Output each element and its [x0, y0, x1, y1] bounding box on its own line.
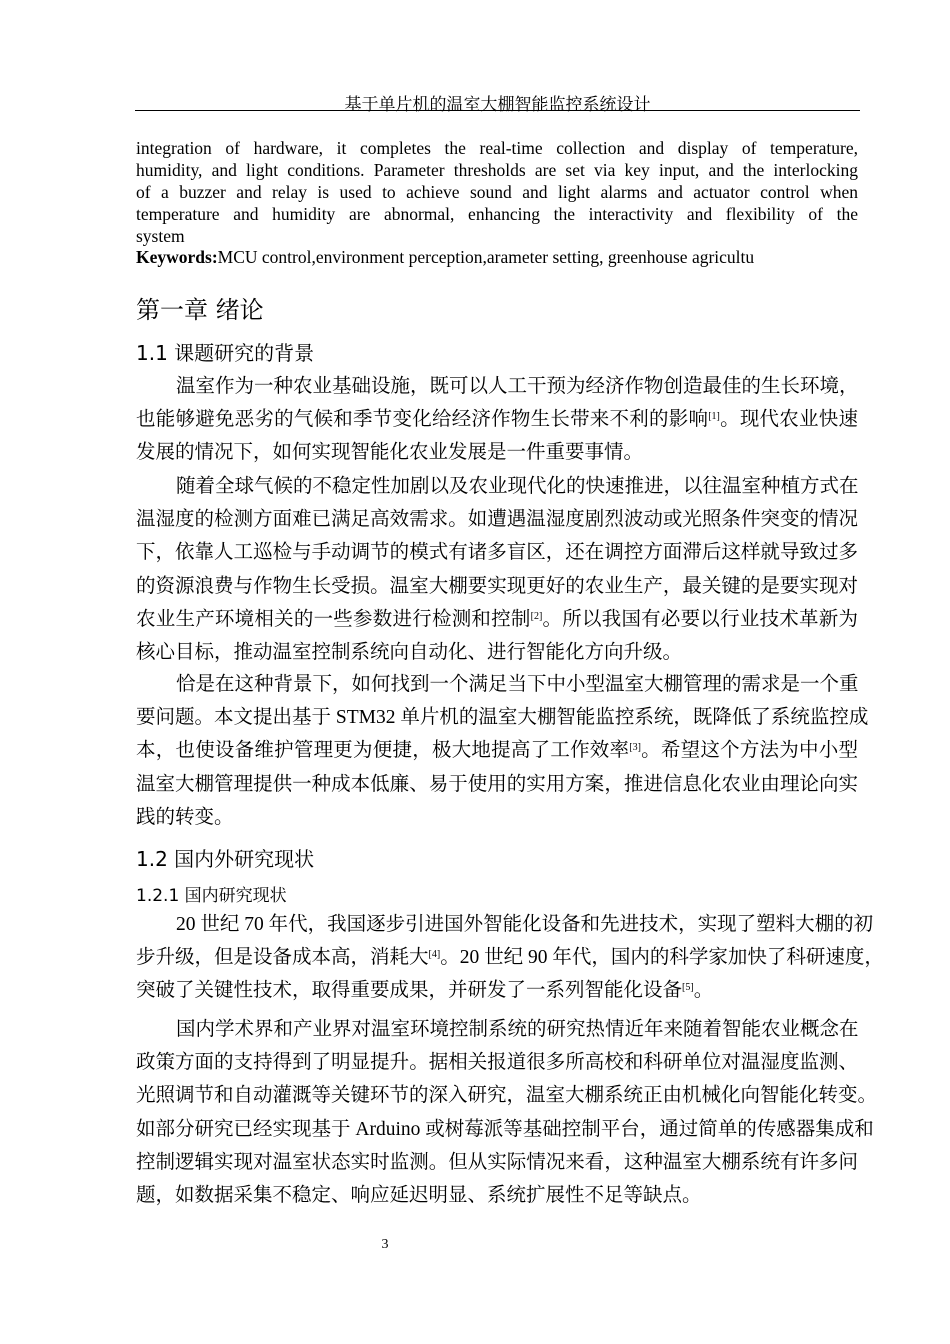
paragraph-line: 国内学术界和产业界对温室环境控制系统的研究热情近年来随着智能农业概念在	[176, 1019, 859, 1040]
keywords	[136, 247, 754, 268]
paragraph-line: 题，如数据采集不稳定、响应延迟明显、系统扩展性不足等缺点。	[136, 1184, 702, 1206]
paragraph	[136, 1013, 878, 1212]
citation-ref: [5]	[682, 982, 694, 994]
paragraph-line: 的资源浪费与作物生长受损。温室大棚要实现更好的农业生产，最关键的是要实现对	[136, 575, 858, 597]
abstract-line: of a buzzer and relay is used to achieve sound and light alarms and actuator control when	[136, 182, 858, 202]
paragraph-line: 践的转变。	[136, 806, 234, 828]
paragraph-line: 农业生产环境相关的一些参数进行检测和控制[2]。所以我国有必要以行业技术革新为	[136, 608, 858, 630]
paragraph-line: 控制逻辑实现对温室状态实时监测。但从实际情况来看，这种温室大棚系统有许多问	[136, 1151, 858, 1173]
citation-ref: [2]	[530, 610, 543, 622]
paragraph-line: 随着全球气候的不稳定性加剧以及农业现代化的快速推进，以往温室种植方式在	[176, 476, 859, 497]
header-rule	[135, 110, 860, 111]
paragraph-line: 光照调节和自动灌溉等关键环节的深入研究，温室大棚系统正由机械化向智能化转变。	[136, 1085, 878, 1107]
paragraph	[136, 470, 858, 669]
subsection-title-1-2-1: 1.2.1 国内研究现状	[136, 886, 287, 906]
abstract-line: humidity, and light conditions. Parameter thresholds are set via key input, and the interlocking	[136, 160, 858, 180]
abstract-english	[136, 137, 858, 247]
paragraph-line: 政策方面的支持得到了明显提升。据相关报道很多所高校和科研单位对温湿度监测、	[136, 1052, 858, 1074]
paragraph	[136, 370, 858, 470]
paragraph-line: 温室作为一种农业基础设施，既可以人工干预为经济作物创造最佳的生长环境，	[176, 376, 859, 397]
abstract-line: system	[136, 226, 185, 246]
citation-ref: [4]	[428, 949, 441, 961]
keywords-text: MCU control,environment perception,arameter setting, greenhouse agricultu	[217, 247, 755, 267]
paragraph-line: 发展的情况下，如何实现智能化农业发展是一件重要事情。	[136, 442, 644, 464]
paragraph-line: 20 世纪 70 年代，我国逐步引进国外智能化设备和先进技术，实现了塑料大棚的初	[176, 914, 874, 935]
abstract-line: integration of hardware, it completes the real-time collection and display of temperature,	[136, 138, 858, 158]
paragraph	[136, 668, 869, 834]
citation-ref: [1]	[708, 411, 720, 423]
abstract-line: temperature and humidity are abnormal, enhancing the interactivity and flexibility of the	[136, 204, 858, 224]
section-title-1-2: 1.2 国内外研究现状	[136, 847, 315, 871]
paragraph-line: 步升级，但是设备成本高，消耗大[4]。20 世纪 90 年代，国内的科学家加快了科研速度，	[136, 947, 884, 969]
paragraph-line: 突破了关键性技术，取得重要成果，并研发了一系列智能化设备[5]。	[136, 980, 714, 1002]
keywords-label: Keywords:	[136, 247, 218, 267]
paragraph-line: 要问题。本文提出基于 STM32 单片机的温室大棚智能监控系统，既降低了系统监控成	[136, 707, 869, 729]
chapter-title: 第一章 绪论	[136, 296, 264, 324]
paragraph-line: 核心目标，推动温室控制系统向自动化、进行智能化方向升级。	[136, 641, 683, 663]
running-header: 基于单片机的温室大棚智能监控系统设计	[344, 95, 651, 114]
paragraph-line: 温湿度的检测方面难已满足高效需求。如遭遇温湿度剧烈波动或光照条件突变的情况	[136, 509, 858, 531]
paragraph-line: 本，也使设备维护管理更为便捷，极大地提高了工作效率[3]。希望这个方法为中小型	[136, 740, 858, 762]
paragraph-line: 恰是在这种背景下，如何找到一个满足当下中小型温室大棚管理的需求是一个重	[176, 674, 859, 695]
page-number: 3	[381, 1237, 389, 1252]
citation-ref: [3]	[629, 742, 641, 754]
paragraph-line: 温室大棚管理提供一种成本低廉、易于使用的实用方案，推进信息化农业由理论向实	[136, 773, 858, 795]
paragraph-line: 如部分研究已经实现基于 Arduino 或树莓派等基础控制平台，通过简单的传感器集成和	[136, 1118, 874, 1140]
section-title-1-1: 1.1 课题研究的背景	[136, 341, 315, 365]
paragraph-line: 下，依靠人工巡检与手动调节的模式有诸多盲区，还在调控方面滞后这样就导致过多	[136, 542, 858, 564]
paragraph	[136, 908, 884, 1008]
paragraph-line: 也能够避免恶劣的气候和季节变化给经济作物生长带来不利的影响[1]。现代农业快速	[136, 409, 858, 431]
